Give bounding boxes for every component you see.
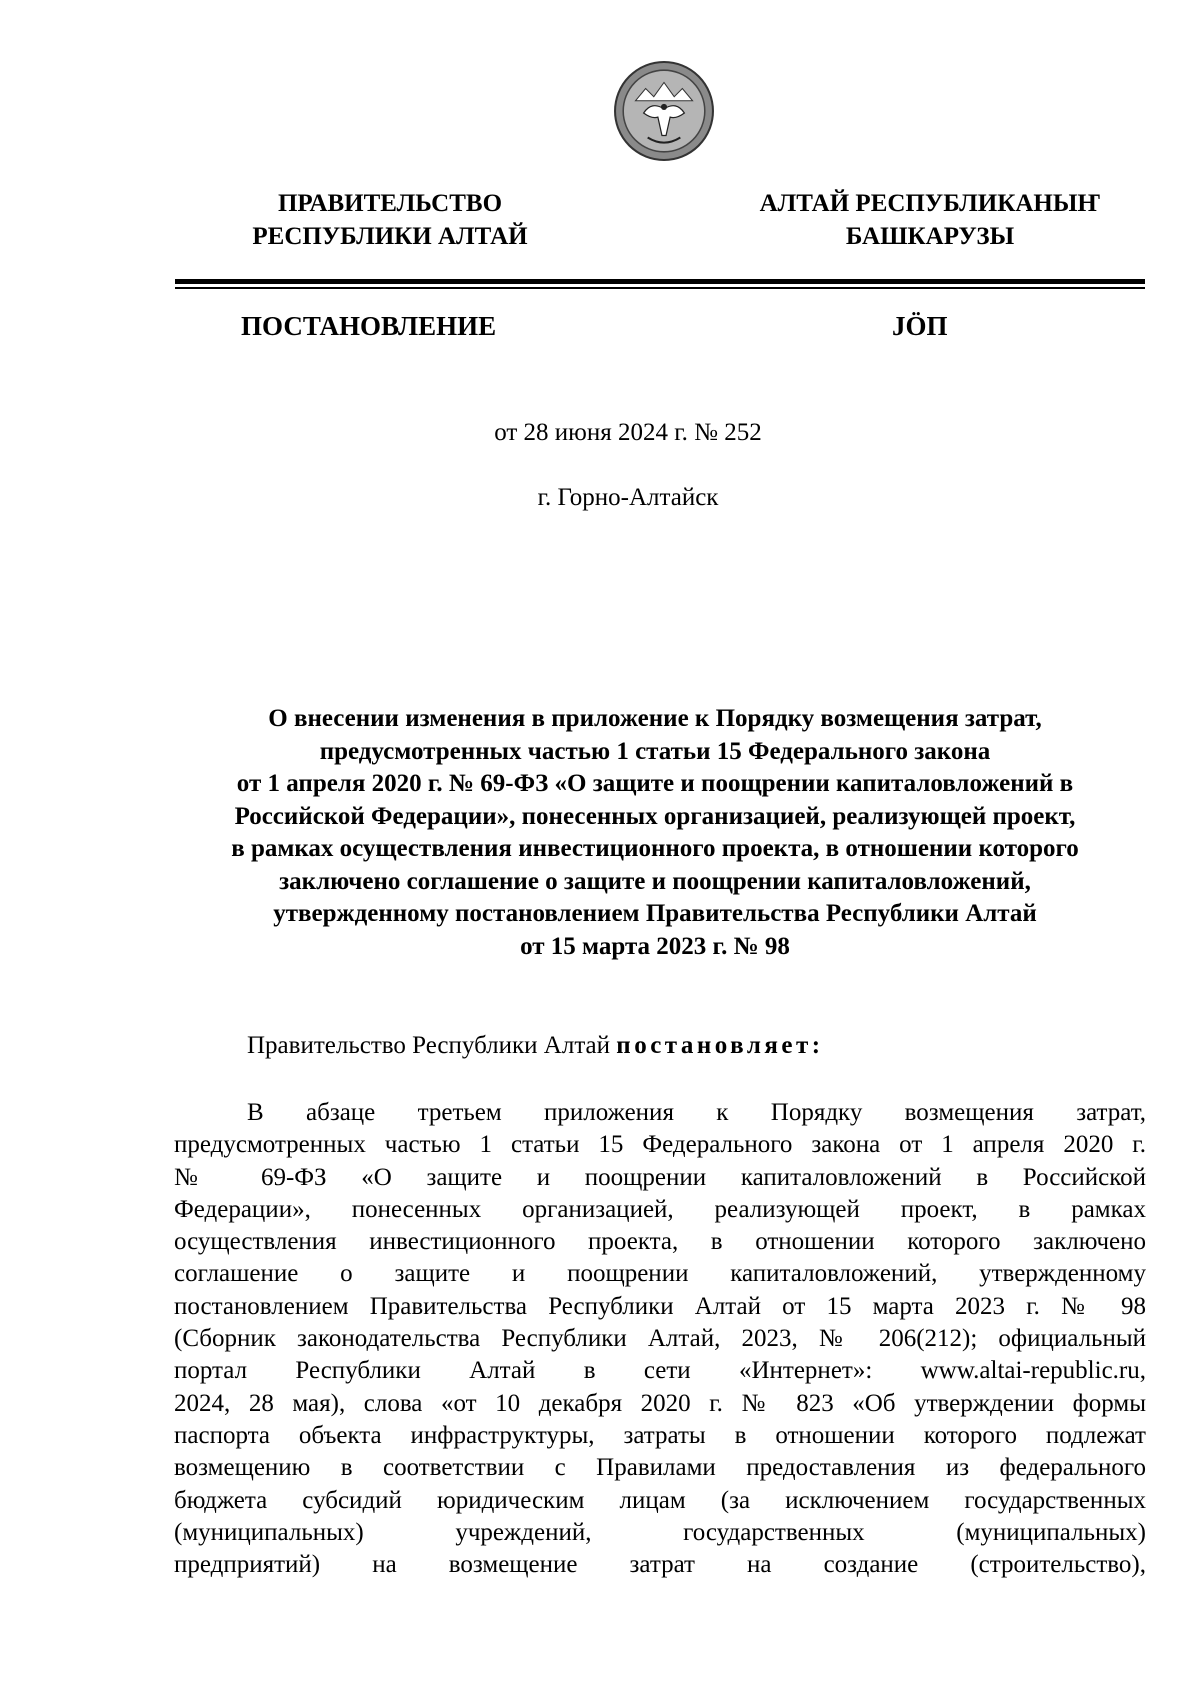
- header-divider-thick: [175, 279, 1145, 284]
- title-line: утвержденному постановлением Правительства Республики Алтай: [273, 900, 1037, 927]
- body-line: соглашение о защите и поощрении капиталовложений, утвержденному: [174, 1260, 1146, 1288]
- body-line: бюджета субсидий юридическим лицам (за исключением государственных: [174, 1486, 1146, 1514]
- preamble-text: Правительство Республики Алтай: [247, 1032, 617, 1059]
- republic-emblem-icon: [613, 60, 715, 162]
- body-line: осуществления инвестиционного проекта, в отношении которого заключено: [174, 1228, 1146, 1256]
- title-line: Российской Федерации», понесенных организацией, реализующей проект,: [234, 802, 1076, 830]
- header-right-authority: [735, 187, 1125, 253]
- body-line: постановлением Правительства Республики Алтай от 15 марта 2023 г. № 98: [174, 1292, 1146, 1320]
- preamble: [247, 1030, 1147, 1062]
- body-line: предусмотренных частью 1 статьи 15 Федерального закона от 1 апреля 2020 г.: [174, 1131, 1146, 1159]
- title-line: заключено соглашение о защите и поощрении капиталовложений,: [279, 867, 1031, 895]
- body-line: № 69-ФЗ «О защите и поощрении капиталовложений в Российской: [174, 1163, 1146, 1191]
- body-line: В абзаце третьем приложения к Порядку возмещения затрат,: [247, 1099, 1146, 1126]
- header-divider-thin: [175, 287, 1145, 289]
- body-line: портал Республики Алтай в сети «Интернет»: www.altai-republic.ru,: [174, 1357, 1146, 1385]
- title-line: от 1 апреля 2020 г. № 69-ФЗ «О защите и поощрении капиталовложений в: [236, 770, 1074, 797]
- body-line: (муниципальных) учреждений, государственных (муниципальных): [174, 1518, 1146, 1546]
- title-line: от 15 марта 2023 г. № 98: [520, 932, 790, 960]
- body-paragraph: [174, 1097, 1146, 1581]
- title-line: О внесении изменения в приложение к Порядку возмещения затрат,: [268, 705, 1042, 732]
- title-line: предусмотренных частью 1 статьи 15 Федерального закона: [319, 737, 991, 765]
- body-line: (Сборник законодательства Республики Алтай, 2023, № 206(212); официальный: [174, 1325, 1146, 1353]
- header-left-line1: ПРАВИТЕЛЬСТВО: [277, 190, 503, 217]
- body-line: Федерации», понесенных организацией, реализующей проект, в рамках: [174, 1195, 1146, 1223]
- header-right-line1: АЛТАЙ РЕСПУБЛИКАНЫҤ: [759, 190, 1101, 217]
- doc-type-right: JÖП: [892, 311, 948, 341]
- city: г. Горно-Алтайск: [537, 484, 719, 511]
- header-left-line2: РЕСПУБЛИКИ АЛТАЙ: [252, 223, 528, 250]
- body-line: возмещению в соответствии с Правилами предоставления из федерального: [174, 1454, 1146, 1482]
- header-right-line2: БАШКАРУЗЫ: [845, 223, 1015, 250]
- decree-word: постановляет:: [616, 1032, 824, 1059]
- date-number: от 28 июня 2024 г. № 252: [494, 419, 762, 446]
- body-line: предприятий) на возмещение затрат на создание (строительство),: [174, 1551, 1146, 1579]
- body-line: паспорта объекта инфраструктуры, затраты в отношении которого подлежат: [174, 1421, 1146, 1449]
- title-line: в рамках осуществления инвестиционного проекта, в отношении которого: [231, 835, 1079, 862]
- document-title: [165, 703, 1145, 963]
- header-left-authority: [230, 187, 550, 253]
- body-line: 2024, 28 мая), слова «от 10 декабря 2020 г. № 823 «Об утверждении формы: [174, 1389, 1146, 1417]
- doc-type-left: ПОСТАНОВЛЕНИЕ: [241, 311, 497, 341]
